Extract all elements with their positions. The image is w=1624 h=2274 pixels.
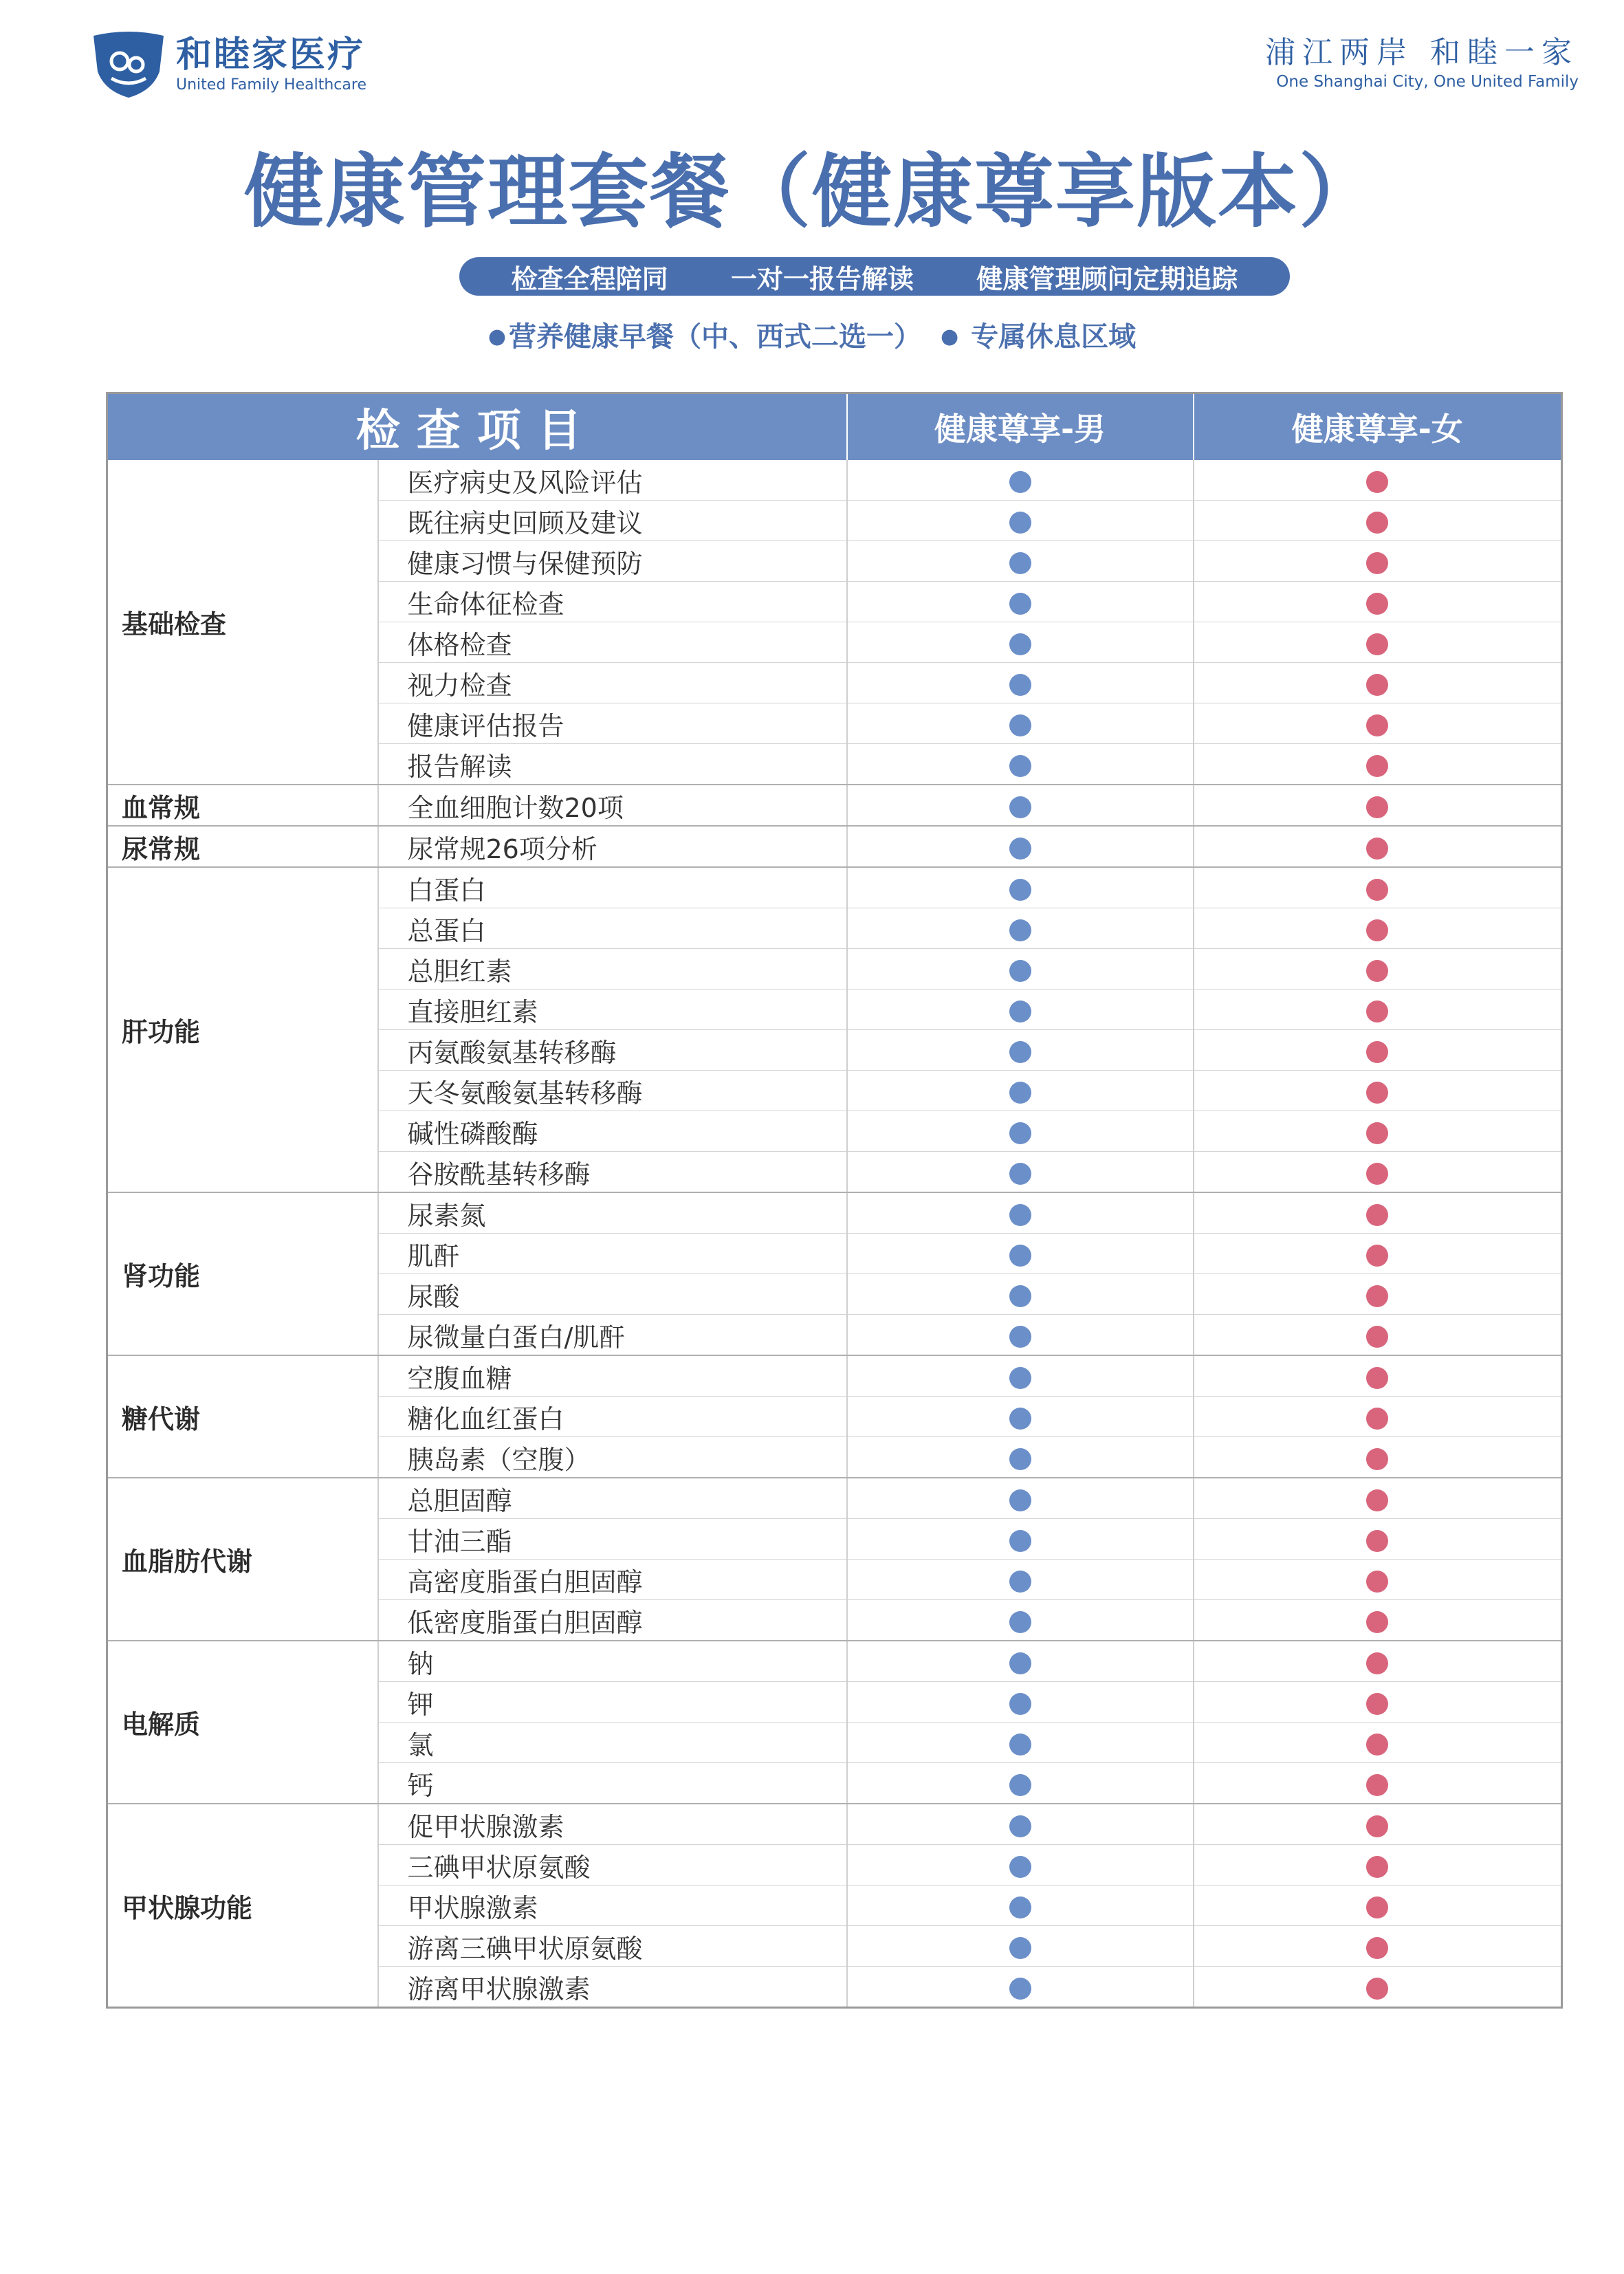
male-included-cell (847, 1355, 1194, 1397)
table-row (107, 867, 1562, 908)
male-included-cell (847, 1926, 1194, 1967)
male-included-cell (847, 1885, 1194, 1926)
logo (91, 30, 366, 99)
exam-item: 全血细胞计数20项 (378, 785, 847, 826)
exam-item: 甲状腺激素 (378, 1885, 847, 1926)
male-included-cell (847, 582, 1194, 622)
exam-item: 糖化血红蛋白 (378, 1397, 847, 1437)
exam-item: 健康习惯与保健预防 (378, 541, 847, 582)
exam-item: 视力检查 (378, 663, 847, 703)
male-included-dot-icon (1009, 552, 1031, 574)
exam-item: 尿微量白蛋白/肌酐 (378, 1315, 847, 1356)
male-included-dot-icon (1009, 1122, 1031, 1144)
exam-item: 尿常规26项分析 (378, 826, 847, 867)
table-row (107, 1478, 1562, 1519)
slogan (1265, 34, 1579, 92)
exam-item: 甘油三酯 (378, 1519, 847, 1560)
female-included-cell (1194, 1071, 1562, 1111)
male-included-dot-icon (1009, 1652, 1031, 1674)
female-included-cell (1194, 1192, 1562, 1234)
male-included-cell (847, 1234, 1194, 1274)
female-included-dot-icon (1366, 796, 1388, 818)
exam-item: 谷胺酰基转移酶 (378, 1152, 847, 1193)
female-included-dot-icon (1366, 1001, 1388, 1023)
male-included-cell (847, 1763, 1194, 1804)
male-included-dot-icon (1009, 1489, 1031, 1511)
male-included-cell (847, 1478, 1194, 1519)
female-included-dot-icon (1366, 1408, 1388, 1430)
female-included-cell (1194, 1234, 1562, 1274)
male-included-dot-icon (1009, 1448, 1031, 1470)
male-included-dot-icon (1009, 1408, 1031, 1430)
amenity-breakfast: 营养健康早餐（中、西式二选一） (509, 321, 922, 353)
female-included-dot-icon (1366, 1815, 1388, 1837)
female-included-cell (1194, 1641, 1562, 1682)
exam-item: 游离三碘甲状原氨酸 (378, 1926, 847, 1967)
exam-item: 低密度脂蛋白胆固醇 (378, 1600, 847, 1641)
male-included-dot-icon (1009, 1245, 1031, 1267)
female-included-cell (1194, 826, 1562, 867)
male-included-dot-icon (1009, 1774, 1031, 1796)
male-included-dot-icon (1009, 1285, 1031, 1307)
female-included-cell (1194, 1967, 1562, 2008)
male-included-dot-icon (1009, 1693, 1031, 1715)
exam-item: 钾 (378, 1682, 847, 1723)
header-male-package: 健康尊享-男 (847, 393, 1194, 461)
female-included-cell (1194, 1152, 1562, 1193)
exam-item: 报告解读 (378, 744, 847, 785)
female-included-dot-icon (1366, 1734, 1388, 1756)
female-included-dot-icon (1366, 1285, 1388, 1307)
female-included-dot-icon (1366, 1245, 1388, 1267)
female-included-dot-icon (1366, 1163, 1388, 1185)
male-included-dot-icon (1009, 1815, 1031, 1837)
female-included-dot-icon (1366, 960, 1388, 982)
male-included-dot-icon (1009, 1856, 1031, 1878)
female-included-cell (1194, 908, 1562, 949)
male-included-dot-icon (1009, 1326, 1031, 1348)
male-included-cell (847, 785, 1194, 826)
exam-item: 体格检查 (378, 622, 847, 663)
female-included-dot-icon (1366, 1122, 1388, 1144)
male-included-dot-icon (1009, 1937, 1031, 1959)
male-included-dot-icon (1009, 1896, 1031, 1918)
female-included-dot-icon (1366, 1448, 1388, 1470)
male-included-cell (847, 622, 1194, 663)
bullet-icon: ● (941, 325, 959, 349)
table-row (107, 1641, 1562, 1682)
male-included-dot-icon (1009, 512, 1031, 534)
female-included-cell (1194, 1600, 1562, 1641)
female-included-dot-icon (1366, 1693, 1388, 1715)
male-included-cell (847, 1804, 1194, 1845)
female-included-cell (1194, 622, 1562, 663)
male-included-cell (847, 1111, 1194, 1152)
male-included-dot-icon (1009, 1001, 1031, 1023)
exam-item: 游离甲状腺激素 (378, 1967, 847, 2008)
female-included-cell (1194, 1885, 1562, 1926)
exam-item: 直接胆红素 (378, 990, 847, 1030)
female-included-cell (1194, 744, 1562, 785)
female-included-dot-icon (1366, 1611, 1388, 1633)
amenity-lounge: 专属休息区域 (971, 321, 1137, 353)
female-included-cell (1194, 1519, 1562, 1560)
female-included-dot-icon (1366, 755, 1388, 777)
exam-item: 既往病史回顾及建议 (378, 501, 847, 541)
male-included-cell (847, 1519, 1194, 1560)
female-included-dot-icon (1366, 1937, 1388, 1959)
female-included-dot-icon (1366, 1530, 1388, 1552)
female-included-cell (1194, 1437, 1562, 1478)
table-row (107, 1804, 1562, 1845)
exam-item: 总胆红素 (378, 949, 847, 990)
feature-consultant-followup: 健康管理顾问定期追踪 (976, 263, 1238, 294)
amenities-line (0, 318, 1624, 356)
female-included-cell (1194, 1478, 1562, 1519)
category-label: 肝功能 (107, 867, 378, 1192)
exam-item: 氯 (378, 1723, 847, 1763)
category-label: 电解质 (107, 1641, 378, 1804)
category-label: 基础检查 (107, 460, 378, 785)
male-included-cell (847, 1560, 1194, 1600)
female-included-cell (1194, 1355, 1562, 1397)
table-header-row (107, 393, 1562, 461)
male-included-dot-icon (1009, 1978, 1031, 2000)
exam-item: 胰岛素（空腹） (378, 1437, 847, 1478)
male-included-cell (847, 990, 1194, 1030)
female-included-dot-icon (1366, 1204, 1388, 1226)
exam-item: 医疗病史及风险评估 (378, 460, 847, 501)
male-included-dot-icon (1009, 1204, 1031, 1226)
female-included-dot-icon (1366, 1326, 1388, 1348)
male-included-cell (847, 703, 1194, 744)
exam-table (106, 392, 1563, 2009)
female-included-cell (1194, 867, 1562, 908)
male-included-cell (847, 1723, 1194, 1763)
male-included-cell (847, 1397, 1194, 1437)
category-label: 血脂肪代谢 (107, 1478, 378, 1641)
female-included-cell (1194, 949, 1562, 990)
category-label: 糖代谢 (107, 1355, 378, 1478)
exam-item: 尿素氮 (378, 1192, 847, 1234)
female-included-dot-icon (1366, 633, 1388, 655)
female-included-cell (1194, 1723, 1562, 1763)
exam-item: 钠 (378, 1641, 847, 1682)
female-included-dot-icon (1366, 674, 1388, 696)
male-included-cell (847, 501, 1194, 541)
table-row (107, 460, 1562, 501)
female-included-dot-icon (1366, 471, 1388, 493)
slogan-chinese: 浦江两岸 和睦一家 (1265, 35, 1579, 70)
female-included-cell (1194, 1804, 1562, 1845)
male-included-cell (847, 1967, 1194, 2008)
female-included-dot-icon (1366, 1367, 1388, 1389)
male-included-dot-icon (1009, 838, 1031, 860)
male-included-cell (847, 1845, 1194, 1885)
female-included-dot-icon (1366, 1856, 1388, 1878)
male-included-dot-icon (1009, 1041, 1031, 1063)
exam-item: 肌酐 (378, 1234, 847, 1274)
male-included-dot-icon (1009, 879, 1031, 901)
male-included-dot-icon (1009, 1611, 1031, 1633)
male-included-dot-icon (1009, 714, 1031, 736)
feature-banner (459, 257, 1290, 296)
male-included-dot-icon (1009, 471, 1031, 493)
category-label: 尿常规 (107, 826, 378, 867)
shield-logo-icon (91, 30, 166, 99)
male-included-dot-icon (1009, 674, 1031, 696)
feature-report-reading: 一对一报告解读 (730, 263, 914, 294)
male-included-cell (847, 1274, 1194, 1315)
table-row (107, 1192, 1562, 1234)
exam-item: 丙氨酸氨基转移酶 (378, 1030, 847, 1071)
exam-item: 总胆固醇 (378, 1478, 847, 1519)
female-included-cell (1194, 1845, 1562, 1885)
female-included-cell (1194, 1030, 1562, 1071)
female-included-dot-icon (1366, 552, 1388, 574)
female-included-dot-icon (1366, 1082, 1388, 1104)
female-included-cell (1194, 1763, 1562, 1804)
exam-item: 三碘甲状原氨酸 (378, 1845, 847, 1885)
female-included-cell (1194, 1111, 1562, 1152)
female-included-cell (1194, 582, 1562, 622)
female-included-dot-icon (1366, 1041, 1388, 1063)
male-included-cell (847, 1152, 1194, 1193)
header-female-package: 健康尊享-女 (1194, 393, 1562, 461)
exam-item: 促甲状腺激素 (378, 1804, 847, 1845)
female-included-cell (1194, 1682, 1562, 1723)
bullet-icon: ● (487, 325, 507, 349)
male-included-cell (847, 1315, 1194, 1356)
female-included-dot-icon (1366, 838, 1388, 860)
male-included-cell (847, 867, 1194, 908)
male-included-dot-icon (1009, 1571, 1031, 1593)
female-included-cell (1194, 1274, 1562, 1315)
exam-item: 白蛋白 (378, 867, 847, 908)
male-included-cell (847, 1071, 1194, 1111)
exam-item: 天冬氨酸氨基转移酶 (378, 1071, 847, 1111)
male-included-dot-icon (1009, 1530, 1031, 1552)
male-included-cell (847, 1682, 1194, 1723)
male-included-cell (847, 1192, 1194, 1234)
feature-escort: 检查全程陪同 (511, 263, 668, 294)
female-included-cell (1194, 541, 1562, 582)
logo-english-name: United Family Healthcare (176, 76, 366, 94)
female-included-dot-icon (1366, 593, 1388, 615)
male-included-cell (847, 1641, 1194, 1682)
female-included-dot-icon (1366, 1896, 1388, 1918)
female-included-dot-icon (1366, 1652, 1388, 1674)
exam-item: 空腹血糖 (378, 1355, 847, 1397)
male-included-dot-icon (1009, 755, 1031, 777)
male-included-dot-icon (1009, 796, 1031, 818)
male-included-cell (847, 744, 1194, 785)
female-included-dot-icon (1366, 512, 1388, 534)
female-included-cell (1194, 1926, 1562, 1967)
female-included-cell (1194, 703, 1562, 744)
female-included-dot-icon (1366, 1774, 1388, 1796)
female-included-dot-icon (1366, 1489, 1388, 1511)
exam-item: 高密度脂蛋白胆固醇 (378, 1560, 847, 1600)
exam-item: 总蛋白 (378, 908, 847, 949)
male-included-dot-icon (1009, 919, 1031, 941)
exam-item: 健康评估报告 (378, 703, 847, 744)
female-included-cell (1194, 990, 1562, 1030)
male-included-cell (847, 1030, 1194, 1071)
male-included-cell (847, 1600, 1194, 1641)
table-row (107, 1355, 1562, 1397)
table-row (107, 826, 1562, 867)
male-included-dot-icon (1009, 960, 1031, 982)
category-label: 甲状腺功能 (107, 1804, 378, 2008)
male-included-dot-icon (1009, 1163, 1031, 1185)
male-included-cell (847, 460, 1194, 501)
male-included-dot-icon (1009, 1367, 1031, 1389)
exam-item: 钙 (378, 1763, 847, 1804)
female-included-dot-icon (1366, 1978, 1388, 2000)
male-included-dot-icon (1009, 1082, 1031, 1104)
male-included-cell (847, 908, 1194, 949)
exam-item: 生命体征检查 (378, 582, 847, 622)
logo-chinese-name: 和睦家医疗 (176, 34, 366, 76)
female-included-cell (1194, 1397, 1562, 1437)
male-included-cell (847, 826, 1194, 867)
female-included-cell (1194, 1315, 1562, 1356)
exam-item: 碱性磷酸酶 (378, 1111, 847, 1152)
header-exam-items: 检查项目 (107, 393, 847, 461)
female-included-dot-icon (1366, 1571, 1388, 1593)
slogan-english: One Shanghai City, One United Family (1276, 73, 1579, 91)
male-included-cell (847, 949, 1194, 990)
male-included-dot-icon (1009, 593, 1031, 615)
female-included-cell (1194, 785, 1562, 826)
female-included-dot-icon (1366, 879, 1388, 901)
female-included-dot-icon (1366, 714, 1388, 736)
male-included-dot-icon (1009, 633, 1031, 655)
page-title: 健康管理套餐（健康尊享版本） (244, 146, 1380, 239)
female-included-dot-icon (1366, 919, 1388, 941)
male-included-cell (847, 541, 1194, 582)
category-label: 血常规 (107, 785, 378, 826)
table-row (107, 785, 1562, 826)
female-included-cell (1194, 663, 1562, 703)
male-included-cell (847, 1437, 1194, 1478)
exam-item: 尿酸 (378, 1274, 847, 1315)
female-included-cell (1194, 501, 1562, 541)
female-included-cell (1194, 460, 1562, 501)
category-label: 肾功能 (107, 1192, 378, 1355)
male-included-dot-icon (1009, 1734, 1031, 1756)
male-included-cell (847, 663, 1194, 703)
female-included-cell (1194, 1560, 1562, 1600)
